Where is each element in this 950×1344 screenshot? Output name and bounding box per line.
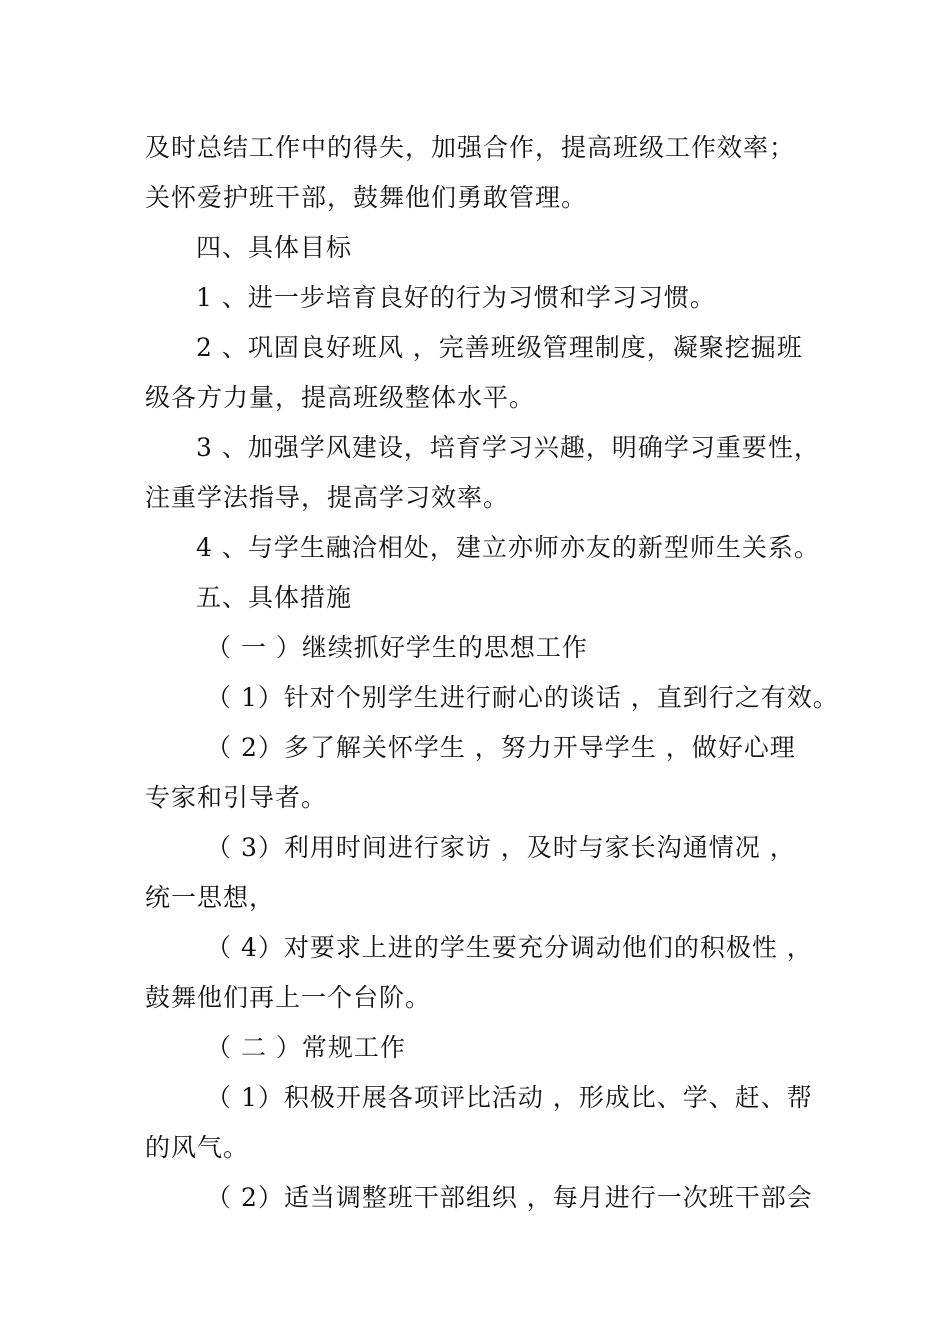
- section-heading: 五、具体措施: [196, 583, 353, 612]
- list-item: （ 2）多了解关怀学生 ，努力开导学生 ，做好心理: [206, 733, 796, 762]
- list-item: （ 4）对要求上进的学生要充分调动他们的积极性 ，: [206, 933, 813, 962]
- list-item: 2 、巩固良好班风 ，完善班级管理制度，凝聚挖掘班: [196, 333, 803, 362]
- section-heading: 四、具体目标: [196, 233, 353, 262]
- text-line: 关怀爱护班干部，鼓舞他们勇敢管理。: [145, 183, 588, 212]
- list-item: （ 1）针对个别学生进行耐心的谈话 ，直到行之有效。: [206, 683, 839, 712]
- text-line: 的风气。: [145, 1133, 250, 1162]
- text-line: 及时总结工作中的得失，加强合作，提高班级工作效率；: [145, 133, 796, 162]
- list-item: 4 、与学生融洽相处，建立亦师亦友的新型师生关系。: [196, 533, 820, 562]
- text-line: 统一思想，: [145, 883, 276, 912]
- subsection-heading: （ 二 ）常规工作: [206, 1033, 406, 1062]
- list-item: （ 3）利用时间进行家访 ，及时与家长沟通情况 ，: [206, 833, 796, 862]
- list-item: （ 2）适当调整班干部组织 ，每月进行一次班干部会: [206, 1183, 813, 1212]
- subsection-heading: （ 一 ）继续抓好学生的思想工作: [206, 633, 588, 662]
- text-line: 注重学法指导，提高学习效率。: [145, 483, 510, 512]
- list-item: 3 、加强学风建设，培育学习兴趣，明确学习重要性，: [196, 433, 820, 462]
- text-line: 级各方力量，提高班级整体水平。: [145, 383, 536, 412]
- list-item: 1 、进一步培育良好的行为习惯和学习习惯。: [196, 283, 716, 312]
- text-line: 鼓舞他们再上一个台阶。: [145, 983, 432, 1012]
- list-item: （ 1）积极开展各项评比活动 ，形成比、学、赶、帮: [206, 1083, 813, 1112]
- text-line: 专家和引导者。: [145, 783, 328, 812]
